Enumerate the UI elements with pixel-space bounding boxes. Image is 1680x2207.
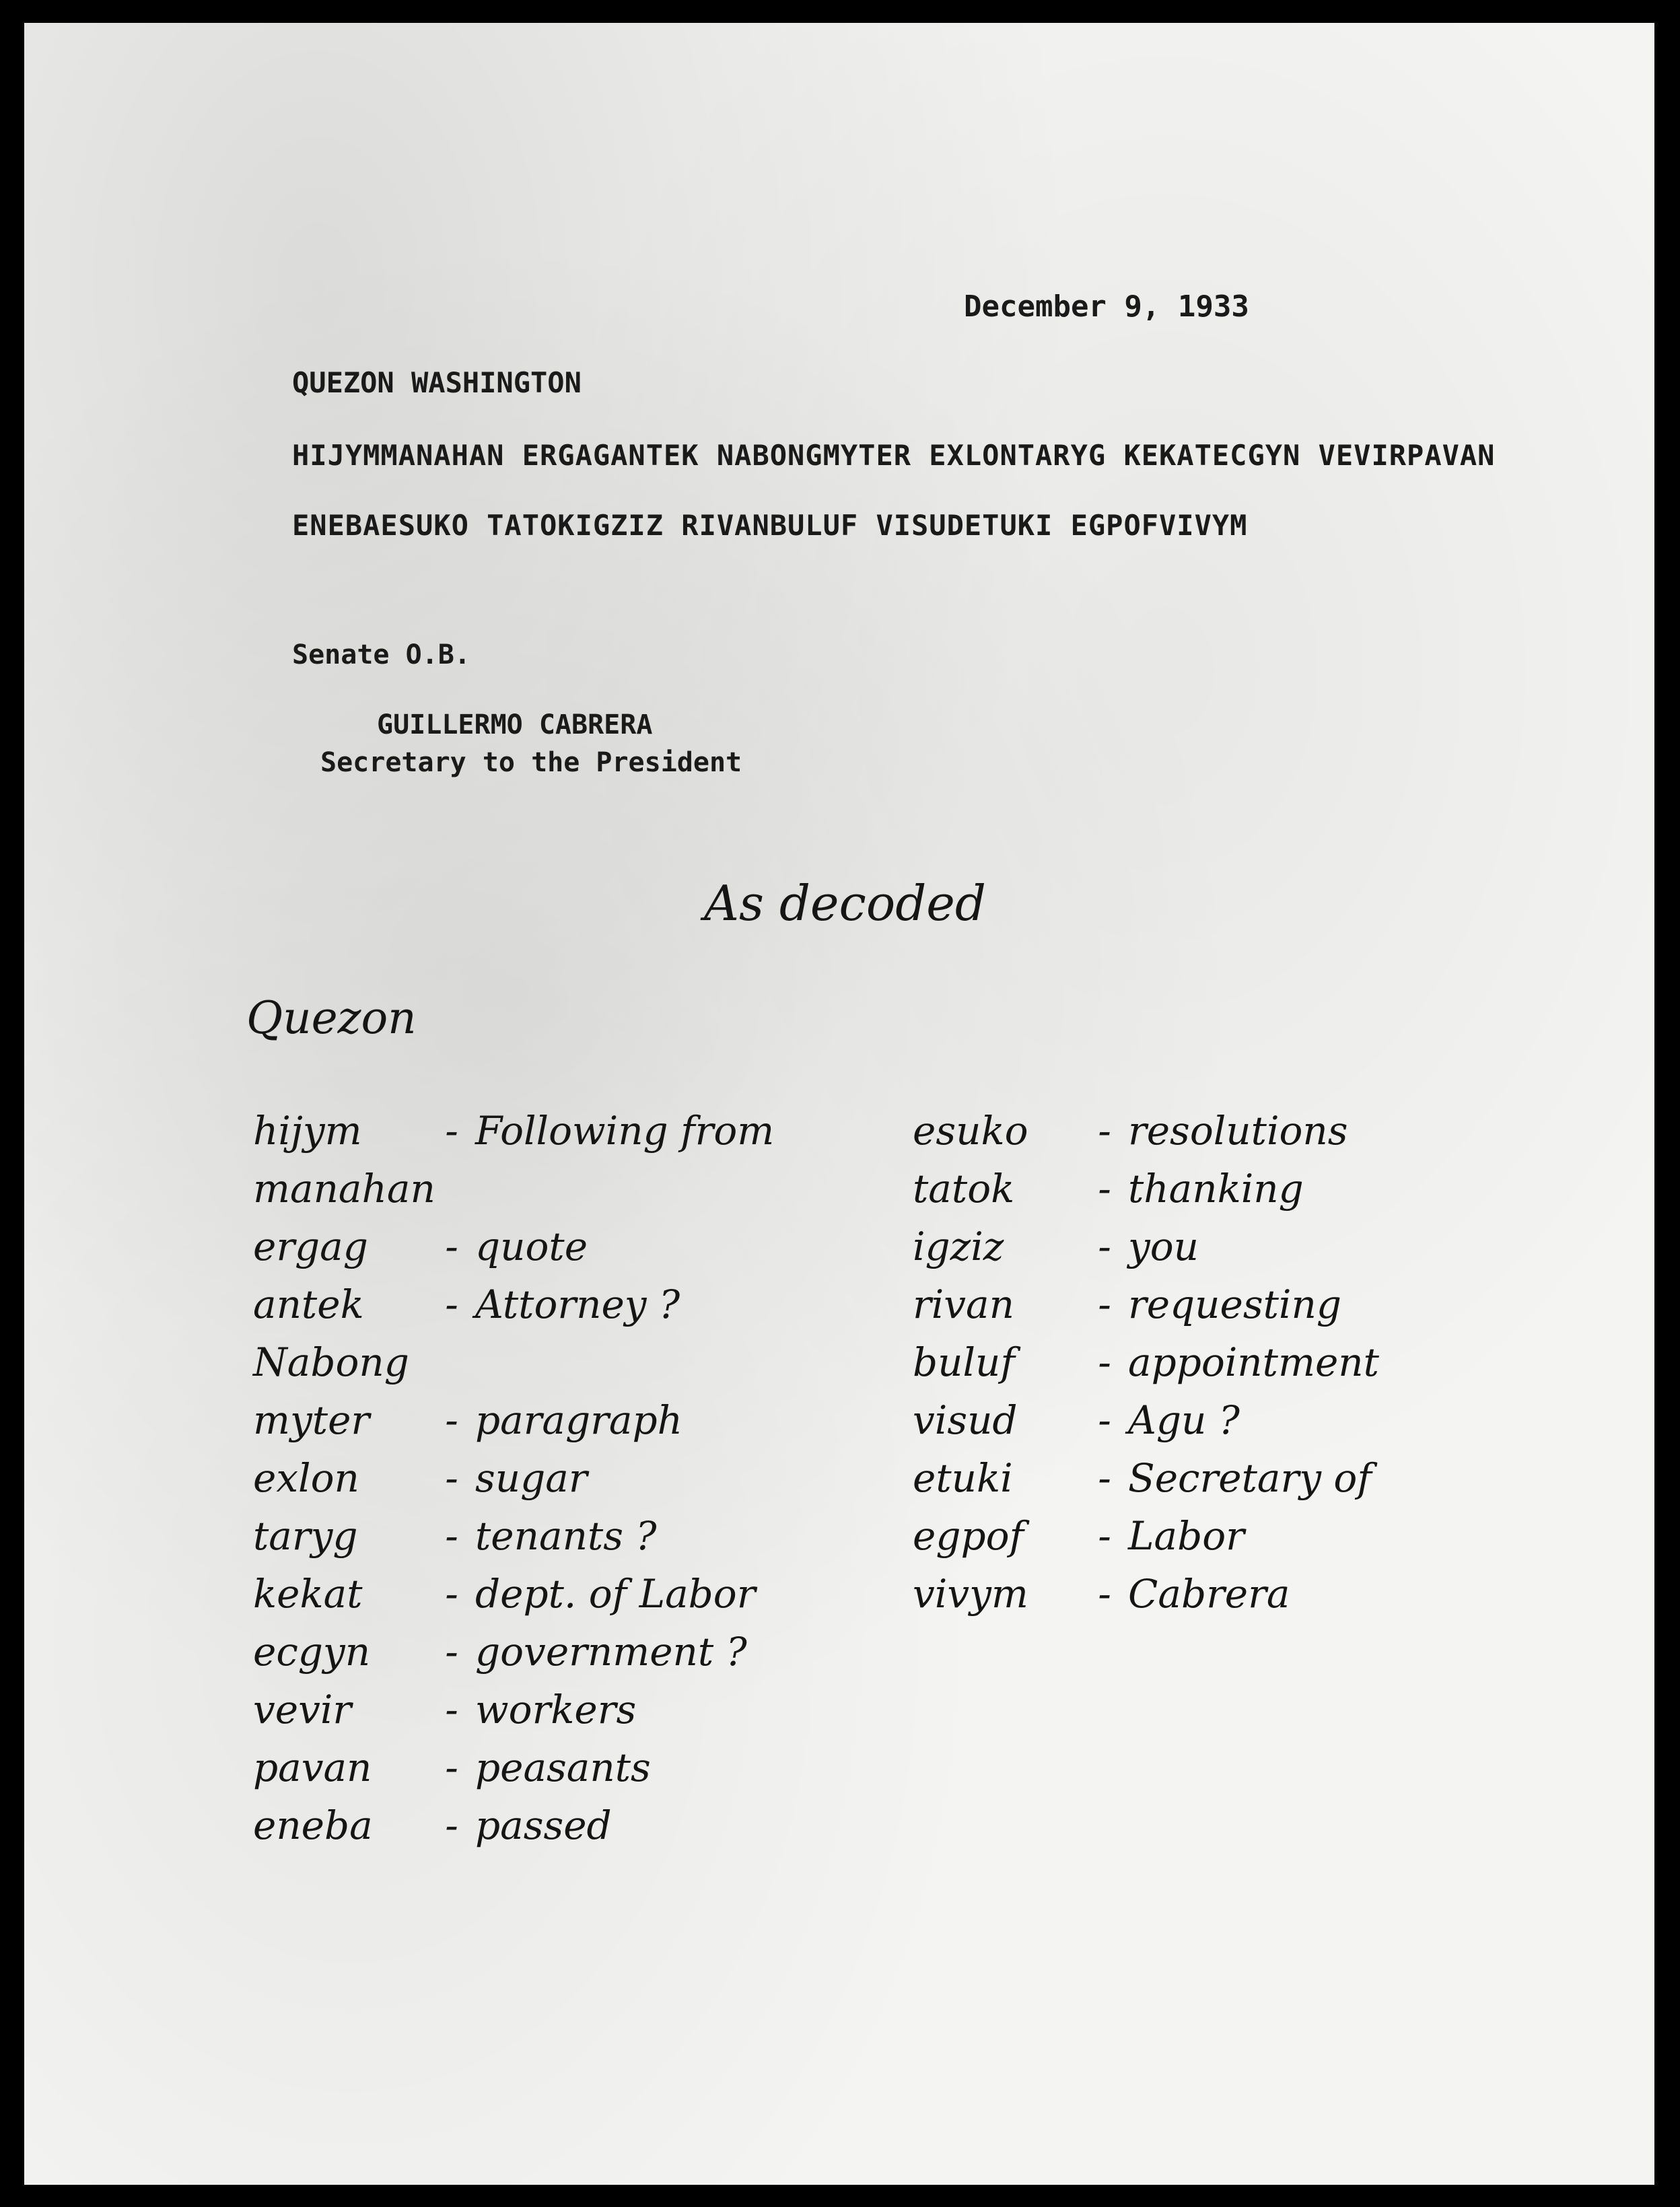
decode-entry — [253, 1282, 774, 1339]
document-page — [24, 23, 1654, 2185]
dash: - — [1098, 1513, 1111, 1559]
dash: - — [445, 1571, 458, 1617]
code-term: kekat — [253, 1571, 363, 1617]
code-meaning: Secretary of — [1128, 1455, 1372, 1501]
dash: - — [445, 1108, 458, 1154]
code-term: hijym — [253, 1108, 362, 1154]
code-term: esuko — [913, 1108, 1028, 1154]
signer-title: Secretary to the President — [320, 747, 742, 778]
code-term: tatok — [913, 1166, 1015, 1212]
telegram-address: QUEZON WASHINGTON — [292, 366, 582, 399]
decode-entry — [253, 1166, 774, 1224]
decode-entry — [253, 1745, 774, 1802]
code-term: vivym — [913, 1571, 1028, 1617]
code-term: egpof — [913, 1513, 1024, 1559]
code-meaning: you — [1128, 1224, 1199, 1269]
dash: - — [1098, 1166, 1111, 1212]
code-term: visud — [913, 1397, 1018, 1443]
telegram-date: December 9, 1933 — [964, 289, 1249, 324]
code-meaning: appointment — [1128, 1339, 1379, 1385]
dash: - — [1098, 1397, 1111, 1443]
code-meaning: requesting — [1128, 1282, 1341, 1327]
decode-entry — [253, 1513, 774, 1571]
decode-entry — [253, 1455, 774, 1513]
code-term: myter — [253, 1397, 370, 1443]
handwritten-heading: As decoded — [704, 875, 986, 932]
decode-list-left — [253, 1108, 774, 1860]
handwritten-label: Quezon — [246, 992, 417, 1044]
decode-entry — [253, 1224, 774, 1282]
code-meaning: sugar — [475, 1455, 588, 1501]
decode-entry — [913, 1397, 1379, 1455]
code-meaning: Attorney ? — [475, 1282, 680, 1327]
code-meaning: Labor — [1128, 1513, 1245, 1559]
code-term: taryg — [253, 1513, 358, 1559]
dash: - — [445, 1802, 458, 1848]
code-meaning: Following from — [475, 1108, 775, 1154]
code-term: Nabong — [253, 1339, 409, 1385]
code-term: ergag — [253, 1224, 368, 1269]
code-term: eneba — [253, 1802, 373, 1848]
code-meaning: tenants ? — [475, 1513, 657, 1559]
decode-entry — [913, 1339, 1379, 1397]
code-term: ecgyn — [253, 1629, 371, 1675]
code-meaning: peasants — [475, 1745, 651, 1790]
decode-entry — [253, 1108, 774, 1166]
dash: - — [445, 1455, 458, 1501]
decode-entry — [913, 1513, 1379, 1571]
code-line-2: ENEBAESUKO TATOKIGZIZ RIVANBULUF VISUDETUKI EGPOFVIVYM — [292, 509, 1248, 542]
dash: - — [445, 1513, 458, 1559]
code-meaning: government ? — [475, 1629, 747, 1675]
code-meaning: passed — [475, 1802, 612, 1848]
dash: - — [445, 1397, 458, 1443]
decode-entry — [253, 1571, 774, 1629]
dash: - — [445, 1282, 458, 1327]
code-meaning: paragraph — [475, 1397, 682, 1443]
code-meaning: thanking — [1128, 1166, 1304, 1212]
decode-entry — [253, 1339, 774, 1397]
dash: - — [1098, 1571, 1111, 1617]
decode-entry — [253, 1397, 774, 1455]
dash: - — [1098, 1455, 1111, 1501]
code-term: antek — [253, 1282, 364, 1327]
code-term: exlon — [253, 1455, 359, 1501]
decode-entry — [913, 1571, 1379, 1629]
code-meaning: dept. of Labor — [475, 1571, 756, 1617]
decode-entry — [253, 1687, 774, 1745]
decode-entry — [913, 1108, 1379, 1166]
decode-entry — [913, 1455, 1379, 1513]
code-meaning: workers — [475, 1687, 637, 1732]
dash: - — [445, 1224, 458, 1269]
signer-name: GUILLERMO CABRERA — [377, 709, 653, 740]
decode-entry — [913, 1282, 1379, 1339]
code-term: manahan — [253, 1166, 435, 1212]
dash: - — [445, 1687, 458, 1732]
dash: - — [445, 1629, 458, 1675]
code-term: vevir — [253, 1687, 352, 1732]
reference: Senate O.B. — [292, 639, 470, 670]
decode-entry — [253, 1629, 774, 1687]
dash: - — [1098, 1339, 1111, 1385]
decode-entry — [913, 1224, 1379, 1282]
dash: - — [1098, 1224, 1111, 1269]
decode-list-right — [913, 1108, 1379, 1629]
decode-entry — [913, 1166, 1379, 1224]
code-term: pavan — [253, 1745, 372, 1790]
code-term: buluf — [913, 1339, 1015, 1385]
decode-entry — [253, 1802, 774, 1860]
dash: - — [1098, 1282, 1111, 1327]
code-meaning: Cabrera — [1128, 1571, 1290, 1617]
code-term: etuki — [913, 1455, 1013, 1501]
code-meaning: Agu ? — [1128, 1397, 1240, 1443]
code-line-1: HIJYMMANAHAN ERGAGANTEK NABONGMYTER EXLONTARYG KEKATECGYN VEVIRPAVAN — [292, 439, 1496, 472]
code-term: rivan — [913, 1282, 1014, 1327]
dash: - — [445, 1745, 458, 1790]
dash: - — [1098, 1108, 1111, 1154]
code-term: igziz — [913, 1224, 1004, 1269]
code-meaning: resolutions — [1128, 1108, 1348, 1154]
code-meaning: quote — [475, 1224, 588, 1269]
